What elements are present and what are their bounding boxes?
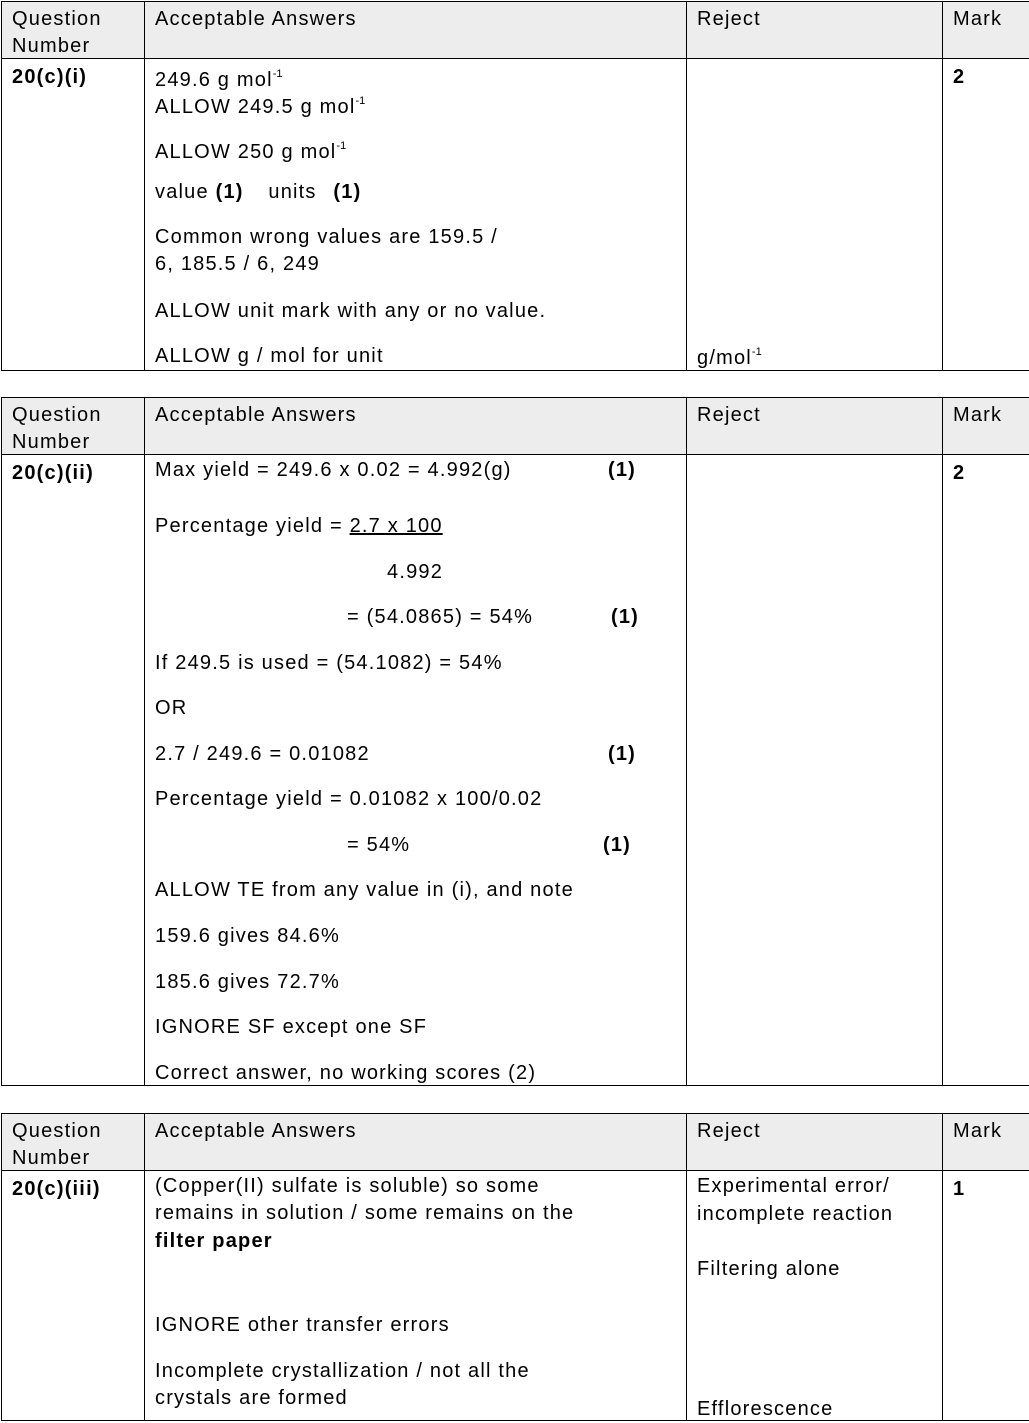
- reject-line: incomplete reaction: [697, 1203, 894, 1225]
- mark-scheme-table-1: [1, 1, 1029, 371]
- answer-line: ALLOW 250 g mol$^{-1}$: [155, 140, 347, 163]
- answer-line: IGNORE SF except one SF: [155, 1016, 428, 1038]
- answer-line: 4.992: [387, 561, 444, 583]
- mark-allocation: (1): [608, 743, 637, 765]
- answer-line: (Copper(II) sulfate is soluble) so some: [155, 1175, 540, 1197]
- question-number: 20(c)(iii): [12, 1178, 101, 1200]
- answer-line: ALLOW unit mark with any or no value.: [155, 300, 547, 322]
- header-mark: Mark: [953, 404, 1003, 426]
- answer-line: Incomplete crystallization / not all the: [155, 1360, 530, 1382]
- answer-line: remains in solution / some remains on the: [155, 1202, 575, 1224]
- mark-allocation: (1): [611, 606, 640, 628]
- header-mark: Mark: [953, 8, 1003, 30]
- reject-line: g/mol$^{-1}$: [697, 346, 762, 369]
- answer-line: Common wrong values are 159.5 /: [155, 226, 498, 248]
- mark-value: 2: [953, 462, 966, 484]
- header-question-number: Question Number: [12, 404, 102, 453]
- mark-scheme-table-3: [1, 1113, 1029, 1421]
- mark-scheme-table-2: [1, 397, 1029, 1086]
- answer-line: 159.6 gives 84.6%: [155, 925, 340, 947]
- answer-line: = (54.0865) = 54%: [347, 606, 534, 628]
- mark-allocation: (1): [603, 834, 632, 856]
- answer-line: 2.7 / 249.6 = 0.01082: [155, 743, 370, 765]
- header-question-number: Question Number: [12, 8, 102, 57]
- answer-line: 6, 185.5 / 6, 249: [155, 253, 320, 275]
- answer-line: value (1) units (1): [155, 181, 362, 203]
- answer-line: ALLOW g / mol for unit: [155, 345, 384, 367]
- mark-allocation: (1): [608, 459, 637, 481]
- answer-line: Percentage yield = 2.7 x 100: [155, 515, 443, 537]
- answer-line: Correct answer, no working scores (2): [155, 1062, 537, 1084]
- answer-line: crystals are formed: [155, 1387, 348, 1409]
- answer-line: OR: [155, 697, 188, 719]
- header-reject: Reject: [697, 8, 761, 30]
- header-row: [2, 398, 1029, 455]
- answer-line: ALLOW TE from any value in (i), and note: [155, 879, 574, 901]
- header-reject: Reject: [697, 1120, 761, 1142]
- answer-line: filter paper: [155, 1230, 273, 1252]
- header-row: [2, 1114, 1029, 1171]
- answer-line: If 249.5 is used = (54.1082) = 54%: [155, 652, 503, 674]
- answer-row: [2, 59, 1029, 371]
- header-acceptable-answers: Acceptable Answers: [155, 1120, 357, 1142]
- header-question-number: Question Number: [12, 1120, 102, 1169]
- header-reject: Reject: [697, 404, 761, 426]
- answer-row: [2, 1171, 1029, 1421]
- answer-row: [2, 455, 1029, 1086]
- mark-value: 1: [953, 1178, 966, 1200]
- answer-line: ALLOW 249.5 g mol$^{-1}$: [155, 95, 366, 118]
- header-mark: Mark: [953, 1120, 1003, 1142]
- reject-line: Filtering alone: [697, 1258, 841, 1280]
- mark-value: 2: [953, 66, 966, 88]
- answer-line: Max yield = 249.6 x 0.02 = 4.992(g): [155, 459, 512, 481]
- answer-line: 185.6 gives 72.7%: [155, 971, 340, 993]
- question-number: 20(c)(ii): [12, 462, 94, 484]
- answer-line: Percentage yield = 0.01082 x 100/0.02: [155, 788, 543, 810]
- header-row: [2, 2, 1029, 59]
- header-acceptable-answers: Acceptable Answers: [155, 404, 357, 426]
- question-number: 20(c)(i): [12, 66, 88, 88]
- header-acceptable-answers: Acceptable Answers: [155, 8, 357, 30]
- reject-line: Efflorescence: [697, 1398, 834, 1420]
- answer-line: 249.6 g mol$^{-1}$: [155, 68, 283, 91]
- reject-line: Experimental error/: [697, 1175, 890, 1197]
- answer-line: IGNORE other transfer errors: [155, 1314, 450, 1336]
- answer-line: = 54%: [347, 834, 411, 856]
